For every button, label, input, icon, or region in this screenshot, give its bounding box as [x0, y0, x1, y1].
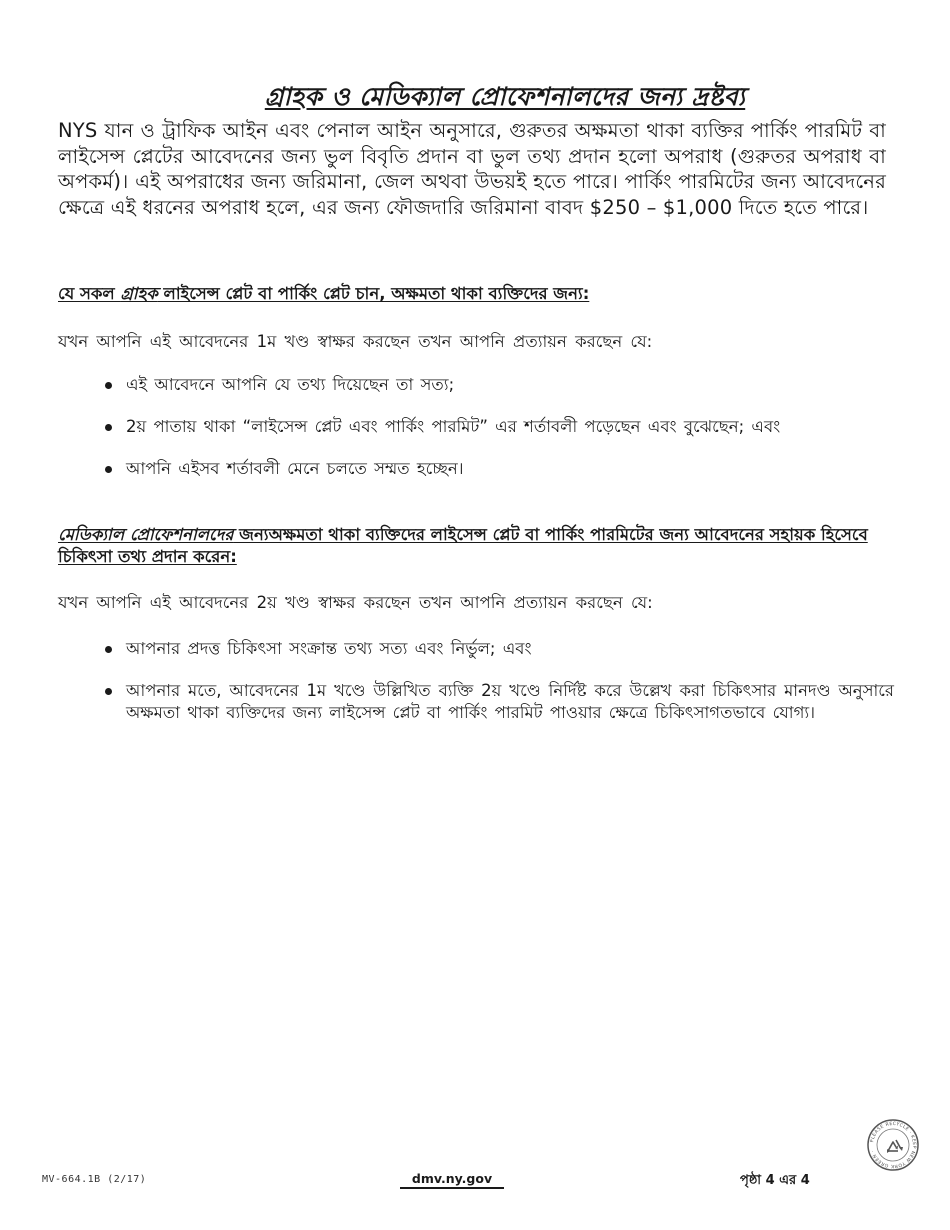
list-item: আপনার প্রদত্ত চিকিৎসা সংক্রান্ত তথ্য সত্য এবং নির্ভুল; এবং	[102, 638, 894, 660]
medical-section-heading	[58, 524, 893, 568]
customer-heading-suffix: লাইসেন্স প্লেট বা পার্কিং প্লেট চান, অক্ষমতা থাকা ব্যক্তিদের জন্য:	[157, 284, 590, 303]
form-number: MV-664.1B (2/17)	[42, 1174, 147, 1185]
list-item: আপনি এইসব শর্তাবলী মেনে চলতে সম্মত হচ্ছেন।	[102, 458, 894, 480]
intro-paragraph: NYS যান ও ট্রাফিক আইন এবং পেনাল আইন অনুসারে, গুরুতর অক্ষমতা থাকা ব্যক্তির পার্কিং পারমিট বা লাইসেন্স প্লেটের আবেদনের জন্য ভুল বিবৃতি প্রদান বা ভুল তথ্য প্রদান হলো অপরাধ (গুরুতর অপরাধ বা অপকর্ম)। এই অপরাধের জন্য জরিমানা, জেল অথবা উভয়ই হতে পারে। পার্কিং পারমিটের জন্য আবেদনের ক্ষেত্রে এই ধরনের অপরাধ হলে, এর জন্য ফৌজদারি জরিমানা বাবদ $250 – $1,000 দিতে হতে পারে।	[58, 119, 886, 219]
svg-text:PLEASE RECYCLE · KEEP NEW YORK: PLEASE RECYCLE · KEEP NEW YORK GREEN ·	[870, 1121, 917, 1169]
customer-heading-prefix: যে সকল	[58, 284, 121, 303]
list-item: 2য় পাতায় থাকা “লাইসেন্স প্লেট এবং পার্কিং পারমিট” এর শর্তাবলী পড়েছেন এবং বুঝেছেন; এবং	[102, 416, 894, 438]
list-item: আপনার মতে, আবেদনের 1ম খণ্ডে উল্লিখিত ব্যক্তি 2য় খণ্ডে নির্দিষ্ট করে উল্লেখ করা চিকিৎসার মানদণ্ড অনুসারে অক্ষমতা থাকা ব্যক্তিদের জন্য লাইসেন্স প্লেট বা পার্কিং পারমিট পাওয়ার ক্ষেত্রে চিকিৎসাগতভাবে যোগ্য।	[102, 680, 894, 724]
medical-lead-text: যখন আপনি এই আবেদনের 2য় খণ্ড স্বাক্ষর করছেন তখন আপনি প্রত্যায়ন করছেন যে:	[58, 593, 653, 612]
medical-bullet-list	[102, 638, 894, 744]
page-indicator: পৃষ্ঠা 4 এর 4	[740, 1173, 810, 1188]
customer-lead-text: যখন আপনি এই আবেদনের 1ম খণ্ড স্বাক্ষর করছেন তখন আপনি প্রত্যায়ন করছেন যে:	[58, 332, 653, 351]
customer-section-heading	[58, 283, 893, 305]
customer-bullet-list	[102, 374, 894, 500]
medical-heading-suffix: জন্যঅক্ষমতা থাকা ব্যক্তিদের লাইসেন্স প্লেট বা পার্কিং পারমিটের জন্য আবেদনের সহায়ক হিসেবে চিকিৎসা তথ্য প্রদান করেন:	[58, 525, 868, 566]
recycle-seal-icon	[866, 1118, 920, 1172]
medical-heading-italic: মেডিক্যাল প্রোফেশনালদের	[58, 525, 234, 544]
customer-heading-italic: গ্রাহক	[120, 284, 158, 303]
list-item: এই আবেদনে আপনি যে তথ্য দিয়েছেন তা সত্য;	[102, 374, 894, 396]
page-title: গ্রাহক ও মেডিক্যাল প্রোফেশনালদের জন্য দ্রষ্টব্য	[264, 81, 746, 111]
website-link[interactable]: dmv.ny.gov	[400, 1171, 504, 1189]
